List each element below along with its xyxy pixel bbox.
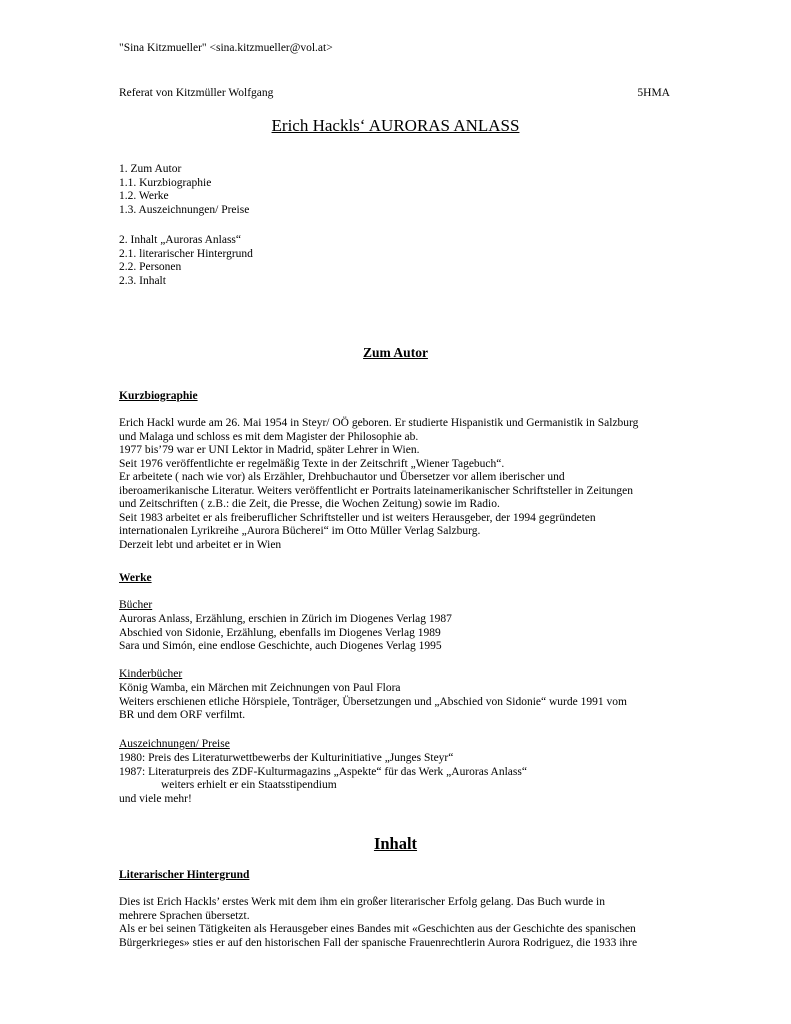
paragraph-line: und Zeitschriften ( z.B.: die Zeit, die Presse, die Wochen Zeitung) sowie im Radio. [119, 498, 500, 510]
toc-item: 1.3. Auszeichnungen/ Preise [119, 203, 250, 216]
section-heading-inhalt: Inhalt [373, 834, 418, 853]
werke-heading: Werke [119, 572, 152, 584]
buecher-list [119, 613, 452, 654]
paragraph-line: Derzeit lebt und arbeitet er in Wien [119, 538, 282, 551]
email-header: "Sina Kitzmueller" <sina.kitzmueller@vol.at> [119, 42, 333, 54]
toc-item: 2.2. Personen [119, 261, 182, 273]
list-item: Auroras Anlass, Erzählung, erschien in Zürich im Diogenes Verlag 1987 [119, 613, 452, 625]
list-item: und viele mehr! [119, 792, 192, 805]
list-item: 1980: Preis des Literaturwettbewerbs der Kulturinitiative „Junges Steyr“ [119, 752, 454, 764]
class-code: 5HMA [637, 87, 670, 99]
buecher-label: Bücher [119, 599, 153, 611]
kinderbuecher-list [119, 682, 627, 723]
toc-part-1 [119, 163, 249, 217]
document-title: Erich Hackls‘ AURORAS ANLASS [271, 116, 520, 135]
toc-item: 2.1. literarischer Hintergrund [119, 247, 253, 260]
kurzbiographie-heading: Kurzbiographie [119, 390, 198, 402]
toc-item: 1.2. Werke [119, 190, 169, 202]
hintergrund-heading: Literarischer Hintergrund [119, 869, 250, 881]
list-item: 1987: Literaturpreis des ZDF-Kulturmagazins „Aspekte“ für das Werk „Auroras Anlass“ [119, 765, 527, 778]
hintergrund-paragraph [119, 896, 637, 950]
paragraph-line: Als er bei seinen Tätigkeiten als Herausgeber eines Bandes mit «Geschichten aus der Geschichte des spanischen [119, 923, 636, 935]
auszeichnungen-list [119, 752, 527, 806]
paragraph-line: und Malaga und schloss es mit dem Magister der Philosophie ab. [119, 430, 419, 443]
toc-item: 2. Inhalt „Auroras Anlass“ [119, 234, 241, 246]
paragraph-line: Seit 1976 veröffentlichte er regelmäßig Texte in der Zeitschrift „Wiener Tagebuch“. [119, 457, 505, 470]
paragraph-line: iberoamerikanische Literatur. Weiters veröffentlicht er Portraits lateinamerikanischer Schriftsteller in Zeitungen [119, 484, 634, 497]
toc-item: 1. Zum Autor [119, 163, 182, 175]
list-item: BR und dem ORF verfilmt. [119, 709, 246, 721]
toc-part-2 [119, 234, 253, 288]
paragraph-line: Seit 1983 arbeitet er als freiberuflicher Schriftsteller und ist weiters Herausgeber, der 1994 gegründeten [119, 511, 596, 524]
paragraph-line: internationalen Lyrikreihe „Aurora Bücherei“ im Otto Müller Verlag Salzburg. [119, 525, 481, 537]
list-item: König Wamba, ein Märchen mit Zeichnungen von Paul Flora [119, 682, 401, 694]
paragraph-line: mehrere Sprachen übersetzt. [119, 909, 250, 922]
list-item: Weiters erschienen etliche Hörspiele, Tonträger, Übersetzungen und „Abschied von Sidonie“ wurde 1991 vom [119, 695, 627, 708]
biography-paragraph [119, 417, 638, 552]
section-heading-autor: Zum Autor [363, 345, 428, 360]
paragraph-line: Bürgerkrieges» sties er auf den historischen Fall der spanische Frauenrechtlerin Aurora Rodriguez, die 1933 ihre [119, 936, 638, 949]
list-item: weiters erhielt er ein Staatsstipendium [161, 779, 337, 791]
toc-item: 1.1. Kurzbiographie [119, 176, 212, 189]
kinderbuecher-label: Kinderbücher [119, 668, 183, 680]
paragraph-line: Erich Hackl wurde am 26. Mai 1954 in Steyr/ OÖ geboren. Er studierte Hispanistik und Germanistik in Salzburg [119, 417, 639, 429]
author-line: Referat von Kitzmüller Wolfgang [119, 87, 274, 99]
auszeichnungen-label: Auszeichnungen/ Preise [119, 738, 230, 750]
list-item: Sara und Simón, eine endlose Geschichte, auch Diogenes Verlag 1995 [119, 640, 442, 652]
paragraph-line: 1977 bis’79 war er UNI Lektor in Madrid, später Lehrer in Wien. [119, 444, 420, 456]
paragraph-line: Er arbeitete ( nach wie vor) als Erzähler, Drehbuchautor und Übersetzer vor allem iberischer und [119, 471, 565, 483]
toc-item: 2.3. Inhalt [119, 274, 166, 287]
list-item: Abschied von Sidonie, Erzählung, ebenfalls im Diogenes Verlag 1989 [119, 626, 441, 639]
paragraph-line: Dies ist Erich Hackls’ erstes Werk mit dem ihm ein großer literarischer Erfolg gelang. Das Buch wurde in [119, 896, 605, 908]
